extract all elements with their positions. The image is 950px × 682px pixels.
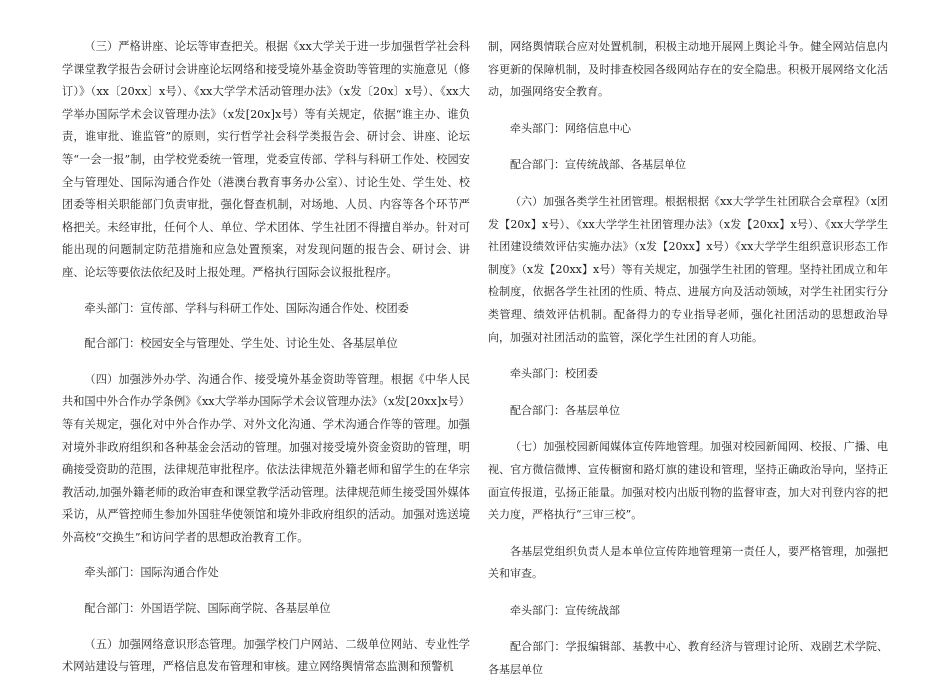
support-department-4: 配合部门：外国语学院、国际商学院、各基层单位 — [84, 602, 331, 616]
support-department-5: 配合部门：宣传统战部、各基层单位 — [510, 158, 686, 172]
paragraph-section-4: （四）加强涉外办学、沟通合作、接受境外基金资助等管理。根据《中华人民共和国中外合作办学条例》《xx大学举办国际学术会议管理办法》（x发[20xx]x号）等有关规定，强化对中外合作办学、对外文化沟通、学术沟通合作等的管理。加强对境外非政府组织和各种基金会活动的管理。加强对接受境外资金资助的管理，明确接受资助的范围，法律规范审批程序。依法法律规范外籍老师和留学生的在华宗教活动,加强外籍老师的政治审查和课堂教学活动管理。法律规范师生接受国外媒体采访，从严管控师生参加外国驻华使领馆和境外非政府组织的活动。加强对选送境外高校“交换生”和访问学者的思想政治教育工作。 — [62, 372, 470, 544]
lead-department-3: 牵头部门：宣传部、学科与科研工作处、国际沟通合作处、校团委 — [84, 301, 409, 315]
lead-department-4: 牵头部门：国际沟通合作处 — [84, 566, 219, 580]
paragraph-responsibility: 各基层党组织负责人是本单位宣传阵地管理第一责任人，要严格管理，加强把关和审查。 — [488, 544, 888, 581]
lead-department-7: 牵头部门：宣传统战部 — [510, 603, 620, 617]
paragraph-section-6: （六）加强各类学生社团管理。根据根据《xx大学学生社团联合会章程》（x团发【20x】x号）、《xx大学学生社团管理办法》（x发【20xx】x号）、《xx大学学生社团建设绩效评估实施办法》（x发【20xx】x号）《xx大学学生组织意识形态工作制度》（x发【20xx】x号）等有关规定，加强学生社团的管理。坚持社团成立和年检制度，依据各学生社团的性质、特点、进展方向及活动领域，对学生社团实行分类管理、绩效评估机制。配备得力的专业指导老师，强化社团活动的思想政治导向，加强对社团活动的监管，深化学生社团的育人功能。 — [488, 194, 888, 344]
support-department-6: 配合部门：各基层单位 — [510, 403, 620, 417]
paragraph-section-7: （七）加强校园新闻媒体宣传阵地管理。加强对校园新闻网、校报、广播、电视、官方微信微博、宣传橱窗和路灯旗的建设和管理，坚持正确政治导向，坚持正面宣传报道，弘扬正能量。加强对校内出版刊物的监督审查，加大对刊登内容的把关力度，严格执行“三审三校”。 — [488, 440, 888, 522]
support-department-7: 配合部门：学报编辑部、基教中心、教育经济与管理讨论所、戏剧艺术学院、各基层单位 — [488, 640, 888, 677]
right-column — [488, 36, 888, 682]
support-department-3: 配合部门：校园安全与管理处、学生处、讨论生处、各基层单位 — [84, 337, 398, 351]
lead-department-5: 牵头部门：网络信息中心 — [510, 121, 631, 135]
left-column — [62, 36, 470, 679]
paragraph-section-5-continued: 制，网络舆情联合应对处置机制，积极主动地开展网上舆论斗争。健全网站信息内容更新的保障机制，及时排查校园各级网站存在的安全隐患。积极开展网络文化活动，加强网络安全教育。 — [488, 40, 888, 99]
paragraph-section-3: （三）严格讲座、论坛等审查把关。根据《xx大学关于进一步加强哲学社会科学课堂教学报告会研讨会讲座论坛网络和接受境外基金资助等管理的实施意见（修订）》（xx〔20xx〕x号）、《xx大学学术活动管理办法》（x发〔20x〕x号）、《xx大学举办国际学术会议管理办法》（x发[20x]x号）等有关规定，依据“谁主办、谁负责，谁审批、谁监管”的原则，实行哲学社会科学类报告会、研讨会、讲座、论坛等“一会一报”制，由学校党委统一管理，党委宣传部、学科与科研工作处、校园安全与管理处、国际沟通合作处（港澳台教育事务办公室）、讨论生处、学生处、校团委等相关职能部门负责审批，强化督查机制，对场地、人员、内容等各个环节严格把关。未经审批，任何个人、单位、学术团体、学生社团不得擅自举办。针对可能出现的问题制定防范措施和应急处置预案，对发现问题的报告会、研讨会、讲座、论坛等要依法依纪及时上报处理。严格执行国际会议报批程序。 — [62, 40, 470, 279]
lead-department-6: 牵头部门：校团委 — [510, 367, 598, 381]
paragraph-section-5: （五）加强网络意识形态管理。加强学校门户网站、二级单位网站、专业性学术网站建设与管理，严格信息发布管理和审核。建立网络舆情常态监测和预警机 — [62, 637, 470, 674]
